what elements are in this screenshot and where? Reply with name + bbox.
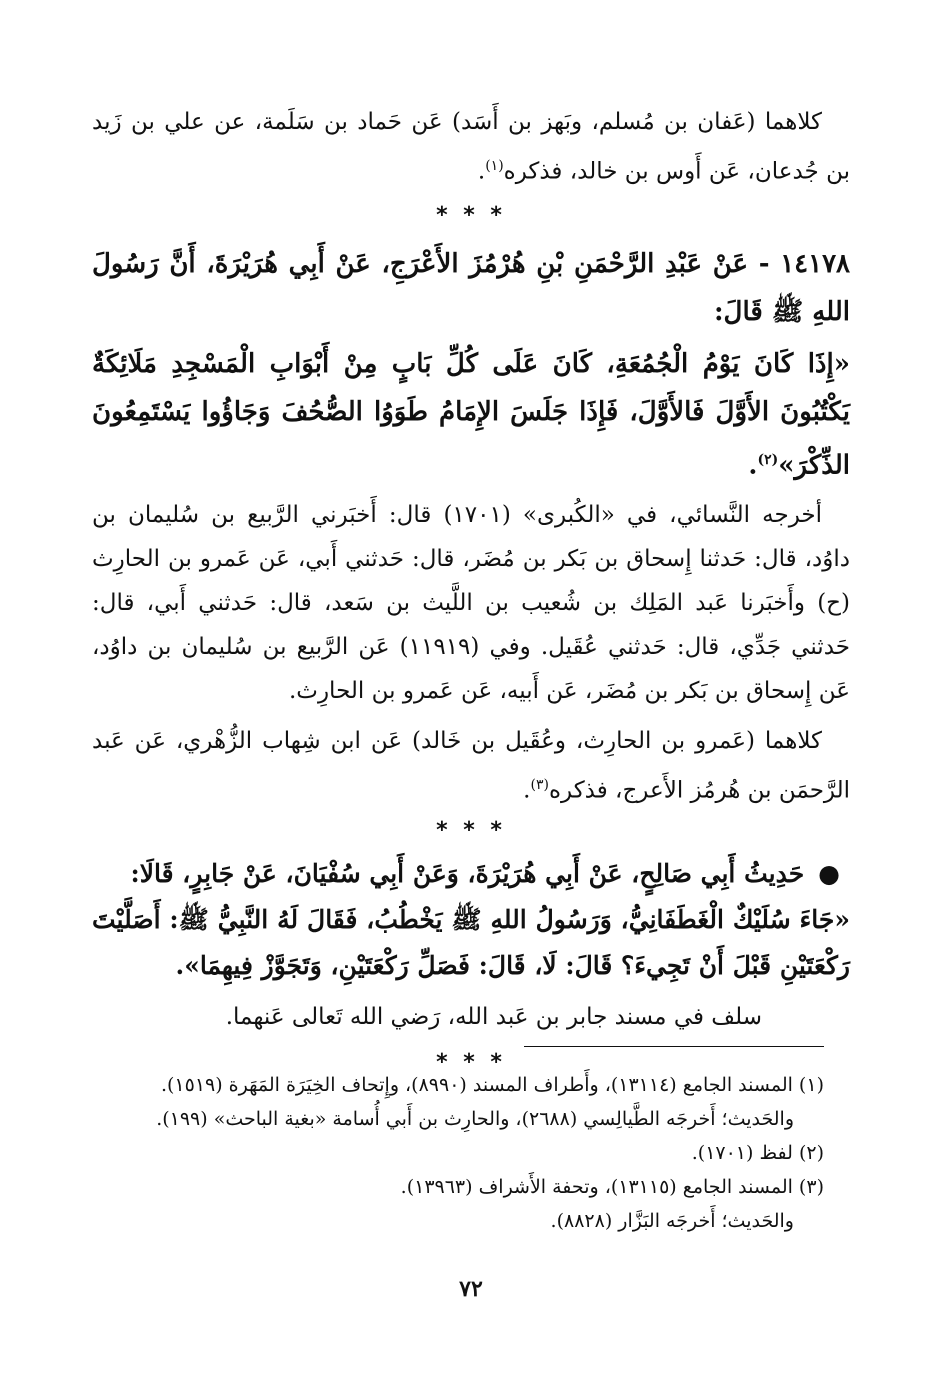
salaf-line: سلف في مسند جابر بن عَبد الله، رَضي الله تَعالى عَنهما. xyxy=(225,1003,762,1030)
footnote-3-line-1: (٣) المسند الجامع (١٣١١٥)، وتحفة الأَشراف (١٣٩٦٣). xyxy=(400,1176,824,1198)
hadith-number: ١٤١٧٨ - xyxy=(758,248,851,279)
footnotes-block xyxy=(92,1068,824,1238)
hadith-heading xyxy=(92,240,850,336)
footnote-ref-3: (٣) xyxy=(530,777,549,794)
hadith-matn: «إِذَا كَانَ يَوْمُ الْجُمُعَةِ، كَانَ عَلَى كُلِّ بَابٍ مِنْ أَبْوَابِ الْمَسْجِدِ مَلَائِكَةٌ يَكْتُبُونَ الأَوَّلَ فَالأَوَّلَ، فَإِذَا جَلَسَ الإِمَامُ طَوَوُا الصُّحُفَ وَجَاؤُوا يَسْتَمِعُونَ الذِّكْرَ» xyxy=(92,348,850,481)
footnote-3-line-2: والحَديث؛ أَخرجَه البَزَّار (٨٨٢٨). xyxy=(550,1210,794,1232)
section-separator-3: * * * xyxy=(436,1049,506,1075)
hadith-isnad: عَنْ عَبْدِ الرَّحْمَنِ بْنِ هُرْمُزَ الأَعْرَجِ، عَنْ أَبِي هُرَيْرَةَ، أَنَّ رَسُولَ اللهِ ﷺ قَالَ: xyxy=(92,248,850,327)
footnote-1-line-1: (١) المسند الجامع (١٣١١٤)، وأَطراف المسند (٨٩٩٠)، وإِتحاف الخِيَرَة المَهَرة (١٥١٩). xyxy=(160,1074,824,1096)
footnote-2-line-1: (٢) لفظ (١٧٠١). xyxy=(691,1142,824,1164)
intro-text: كلاهما (عَفان بن مُسلم، وبَهز بن أَسَد) عَن حَماد بن سَلَمة، عن علي بن زَيد بن جُدعان، عَن أَوس بن خالد، فذكره xyxy=(92,109,850,185)
section-separator-2: * * * xyxy=(436,817,506,843)
both-text: كلاهما (عَمرو بن الحارِث، وعُقَيل بن خَالد) عَن ابن شِهاب الزُّهْري، عَن عَبد الرَّحمَن بن هُرمُز الأَعرج، فذكره xyxy=(92,728,850,804)
footnote-1-line-2: والحَديث؛ أَخرجَه الطَّيالِسي (٢٦٨٨)، والحارِث بن أَبي أُسامة «بغية الباحث» (١٩٩). xyxy=(156,1108,794,1130)
bullet-hadith-line xyxy=(92,851,850,897)
footnote-ref-1: (١) xyxy=(485,158,504,174)
page-number: ٧٢ xyxy=(459,1276,483,1302)
footnote-ref-2: (٢) xyxy=(757,451,779,468)
bullet-hadith-text: حَدِيثُ أَبِي صَالِحٍ، عَنْ أَبِي هُرَيْرَةَ، وَعَنْ أَبِي سُفْيَانَ، عَنْ جَابِرٍ، قَالَا: xyxy=(130,858,805,888)
both-paragraph: كلاهما (عَمرو بن الحارِث، وعُقَيل بن خَالد) عَن ابن شِهاب الزُّهْري، عَن عَبد الرَّحمَن بن هُرمُز الأَعرج، فذكره$^{(٣)}$. xyxy=(92,728,850,804)
footnote-divider xyxy=(524,1046,824,1047)
bullet-matn: «جَاءَ سُلَيْكٌ الْغَطَفَانِيُّ، وَرَسُولُ اللهِ ﷺ يَخْطُبُ، فَقَالَ لَهُ النَّبِيُّ ﷺ: أَصَلَّيْتَ رَكْعَتَيْنِ قَبْلَ أَنْ تَجِيءَ؟ قَالَ: لَا، قَالَ: فَصَلِّ رَكْعَتَيْنِ، وَتَجَوَّزْ فِيهِمَا». xyxy=(92,904,850,980)
hadith-matn-paragraph: «إِذَا كَانَ يَوْمُ الْجُمُعَةِ، كَانَ عَلَى كُلِّ بَابٍ مِنْ أَبْوَابِ الْمَسْجِدِ مَلَائِكَةٌ يَكْتُبُونَ الأَوَّلَ فَالأَوَّلَ، فَإِذَا جَلَسَ الإِمَامُ طَوَوُا الصُّحُفَ وَجَاؤُوا يَسْتَمِعُونَ الذِّكْرَ»$^{(٢)}$. xyxy=(92,348,850,481)
bullet-icon: ● xyxy=(818,858,840,888)
takhrij-paragraph: أخرجه النَّسائي، في «الكُبرى» (١٧٠١) قال: أَخبَرني الرَّبيع بن سُليمان بن داوُد، قال: حَدثنا إِسحاق بن بَكر بن مُضَر، قال: حَدثني أَبي، عَن عَمرو بن الحارِث (ح) وأَخبَرنا عَبد المَلِك بن شُعيب بن اللَّيث بن سَعد، قال: حَدثني أَبي، قال: حَدثني جَدِّي، قال: حَدثني عُقَيل. وفي (١١٩١٩) عَن الرَّبيع بن سُليمان بن داوُد، عَن إِسحاق بن بَكر بن مُضَر، عَن أَبيه، عَن عَمرو بن الحارِث. xyxy=(92,502,850,705)
intro-paragraph: كلاهما (عَفان بن مُسلم، وبَهز بن أَسَد) عَن حَماد بن سَلَمة، عن علي بن زَيد بن جُدعان، عَن أَوس بن خالد، فذكره$^{(١)}$. xyxy=(92,109,850,185)
section-separator-1: * * * xyxy=(436,202,506,228)
